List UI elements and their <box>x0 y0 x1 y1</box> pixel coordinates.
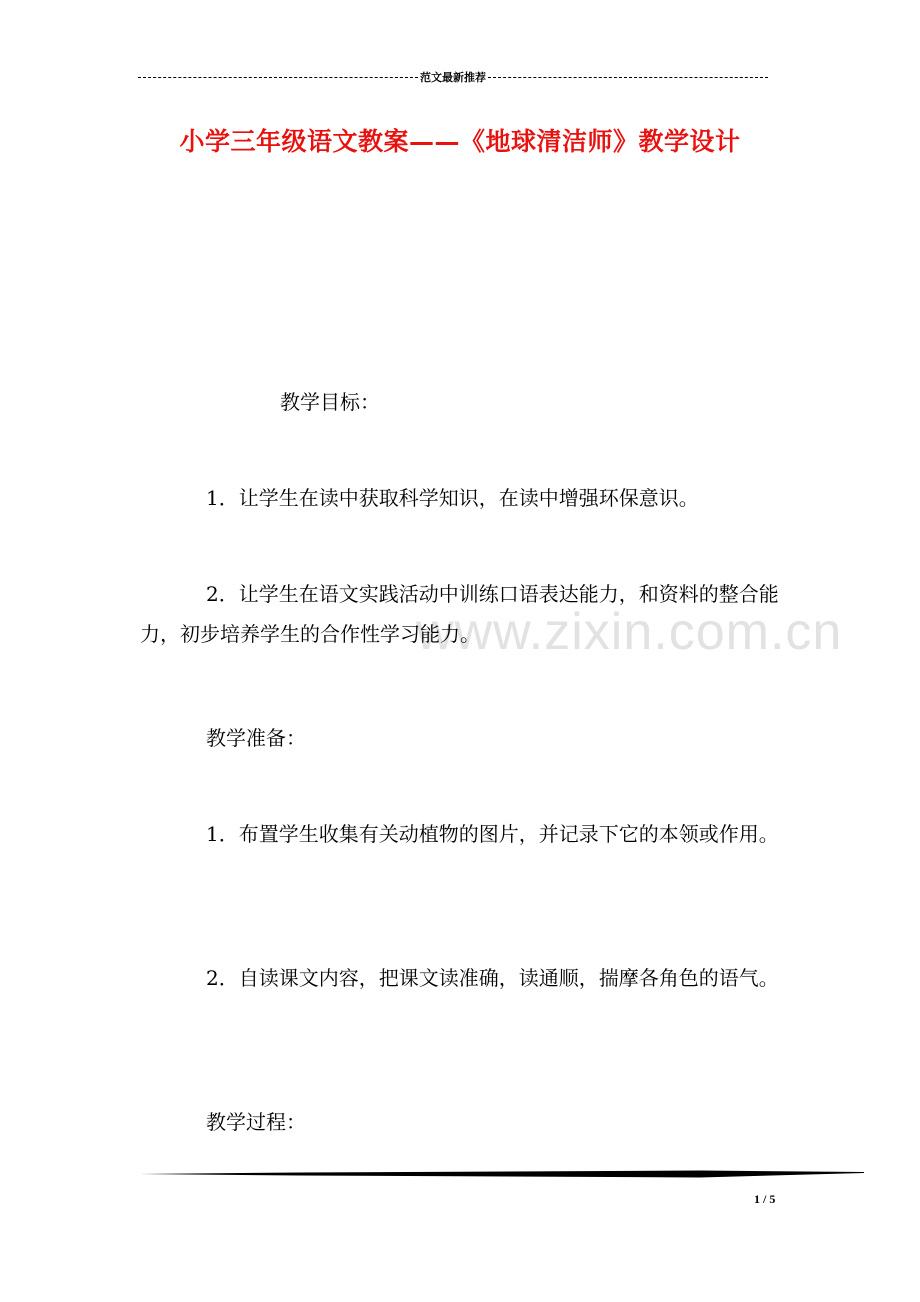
paragraph-goal-1: 1．让学生在读中获取科学知识，在读中增强环保意识。 <box>206 486 699 510</box>
header-label: 范文最新推荐 <box>420 72 486 84</box>
section-heading-process: 教学过程： <box>206 1110 306 1134</box>
paragraph-prep-1: 1．布置学生收集有关动植物的图片，并记录下它的本领或作用。 <box>206 822 779 846</box>
footer-rule <box>140 1170 864 1178</box>
header-dash-left <box>138 77 418 78</box>
document-title: 小学三年级语文教案——《地球清洁师》教学设计 <box>179 127 741 156</box>
page-number: 1 / 5 <box>754 1192 776 1206</box>
watermark: www.zixin.com.cn <box>416 603 843 661</box>
section-heading-preparation: 教学准备： <box>206 726 306 750</box>
section-heading-goals: 教学目标： <box>280 390 380 414</box>
paragraph-prep-2: 2．自读课文内容，把课文读准确，读通顺，揣摩各角色的语气。 <box>206 966 779 990</box>
page-header <box>138 68 768 86</box>
paragraph-goal-2: 2．让学生在语文实践活动中训练口语表达能力，和资料的整合能力，初步培养学生的合作性学习能力。 <box>140 582 779 646</box>
header-dash-right <box>488 77 768 78</box>
